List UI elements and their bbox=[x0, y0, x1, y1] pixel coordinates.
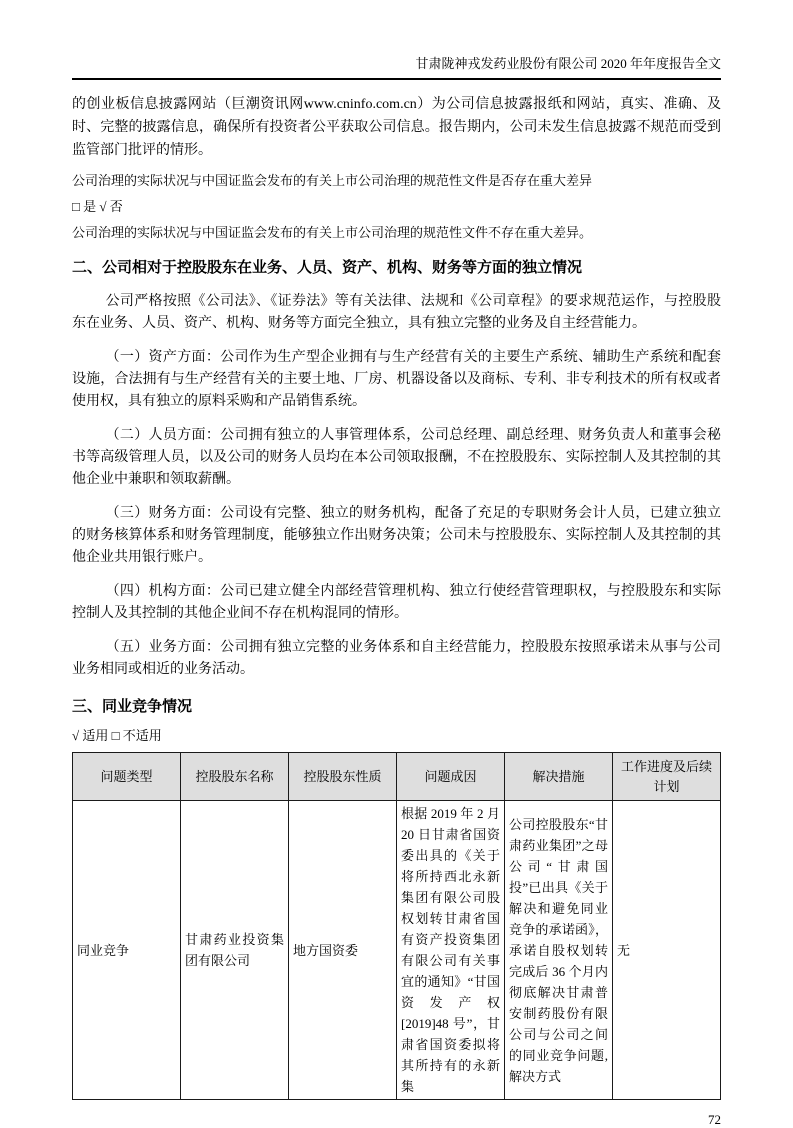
header-progress-plan: 工作进度及后续计划 bbox=[613, 753, 721, 801]
cell-progress-plan: 无 bbox=[613, 801, 721, 1100]
section-2-heading: 二、公司相对于控股股东在业务、人员、资产、机构、财务等方面的独立情况 bbox=[72, 260, 583, 276]
page-number: 72 bbox=[708, 1112, 721, 1127]
page-header bbox=[72, 0, 721, 80]
table-row bbox=[73, 801, 721, 1100]
cell-shareholder-nature: 地方国资委 bbox=[289, 801, 397, 1100]
applicable-checkbox-line: √ 适用 □ 不适用 bbox=[72, 728, 162, 743]
section-2-paragraph-personnel: （二）人员方面：公司拥有独立的人事管理体系，公司总经理、副总经理、财务负责人和董事会秘书等高级管理人员，以及公司的财务人员均在本公司领取报酬，不在控股股东、实际控制人及其控制的其他企业中兼职和领取薪酬。 bbox=[72, 428, 721, 487]
header-title: 甘肃陇神戎发药业股份有限公司 2020 年年度报告全文 bbox=[415, 56, 721, 71]
section-3-heading: 三、同业竞争情况 bbox=[72, 699, 193, 715]
header-issue-type: 问题类型 bbox=[73, 753, 181, 801]
header-solution: 解决措施 bbox=[505, 753, 613, 801]
cell-issue-cause: 根据 2019 年 2 月 20 日甘肃省国资委出具的《关于将所持西北永新集团有限公司股权划转甘肃省国有资产投资集团有限公司有关事宜的通知》“甘国资发产权[2019]48 号”，甘肃省国资委拟将其所持有的永新集 bbox=[397, 801, 505, 1100]
cell-issue-type: 同业竞争 bbox=[73, 801, 181, 1100]
section-2-paragraph-finance: （三）财务方面：公司设有完整、独立的财务机构，配备了充足的专职财务会计人员，已建立独立的财务核算体系和财务管理制度，能够独立作出财务决策；公司未与控股股东、实际控制人及其控制的其他企业共用银行账户。 bbox=[72, 506, 721, 565]
header-issue-cause: 问题成因 bbox=[397, 753, 505, 801]
table-header-row bbox=[73, 753, 721, 801]
section-2-paragraph-assets: （一）资产方面：公司作为生产型企业拥有与生产经营有关的主要生产系统、辅助生产系统和配套设施，合法拥有与生产经营有关的主要土地、厂房、机器设备以及商标、专利、非专利技术的所有权或者使用权，具有独立的原料采购和产品销售系统。 bbox=[72, 350, 721, 409]
intro-paragraph: 的创业板信息披露网站（巨潮资讯网www.cninfo.com.cn）为公司信息披露报纸和网站，真实、准确、及时、完整的披露信息，确保所有投资者公平获取公司信息。报告期内，公司未发生信息披露不规范而受到监管部门批评的情形。 bbox=[72, 97, 721, 158]
governance-checkbox-line: □ 是 √ 否 bbox=[72, 199, 123, 214]
section-2-paragraph-business: （五）业务方面：公司拥有独立完整的业务体系和自主经营能力，控股股东按照承诺未从事与公司业务相同或相近的业务活动。 bbox=[72, 640, 721, 677]
header-shareholder-name: 控股股东名称 bbox=[181, 753, 289, 801]
header-shareholder-nature: 控股股东性质 bbox=[289, 753, 397, 801]
cell-solution: 公司控股股东“甘肃药业集团”之母公司“甘肃国投”已出具《关于解决和避免同业竞争的承诺函》，承诺自股权划转完成后 36 个月内彻底解决甘肃普安制药股份有限公司与公司之间的同业竞争问题,解决方式 bbox=[505, 801, 613, 1100]
section-2-paragraph-organization: （四）机构方面：公司已建立健全内部经营管理机构、独立行使经营管理职权，与控股股东和实际控制人及其控制的其他企业间不存在机构混同的情形。 bbox=[72, 584, 721, 621]
cell-shareholder-name: 甘肃药业投资集团有限公司 bbox=[181, 801, 289, 1100]
governance-question: 公司治理的实际状况与中国证监会发布的有关上市公司治理的规范性文件是否存在重大差异 bbox=[72, 173, 593, 188]
competition-table bbox=[72, 752, 721, 1100]
section-2-paragraph-overview: 公司严格按照《公司法》、《证券法》等有关法律、法规和《公司章程》的要求规范运作，与控股股东在业务、人员、资产、机构、财务等方面完全独立，具有独立完整的业务及自主经营能力。 bbox=[72, 294, 721, 331]
governance-answer: 公司治理的实际状况与中国证监会发布的有关上市公司治理的规范性文件不存在重大差异。 bbox=[72, 225, 593, 240]
